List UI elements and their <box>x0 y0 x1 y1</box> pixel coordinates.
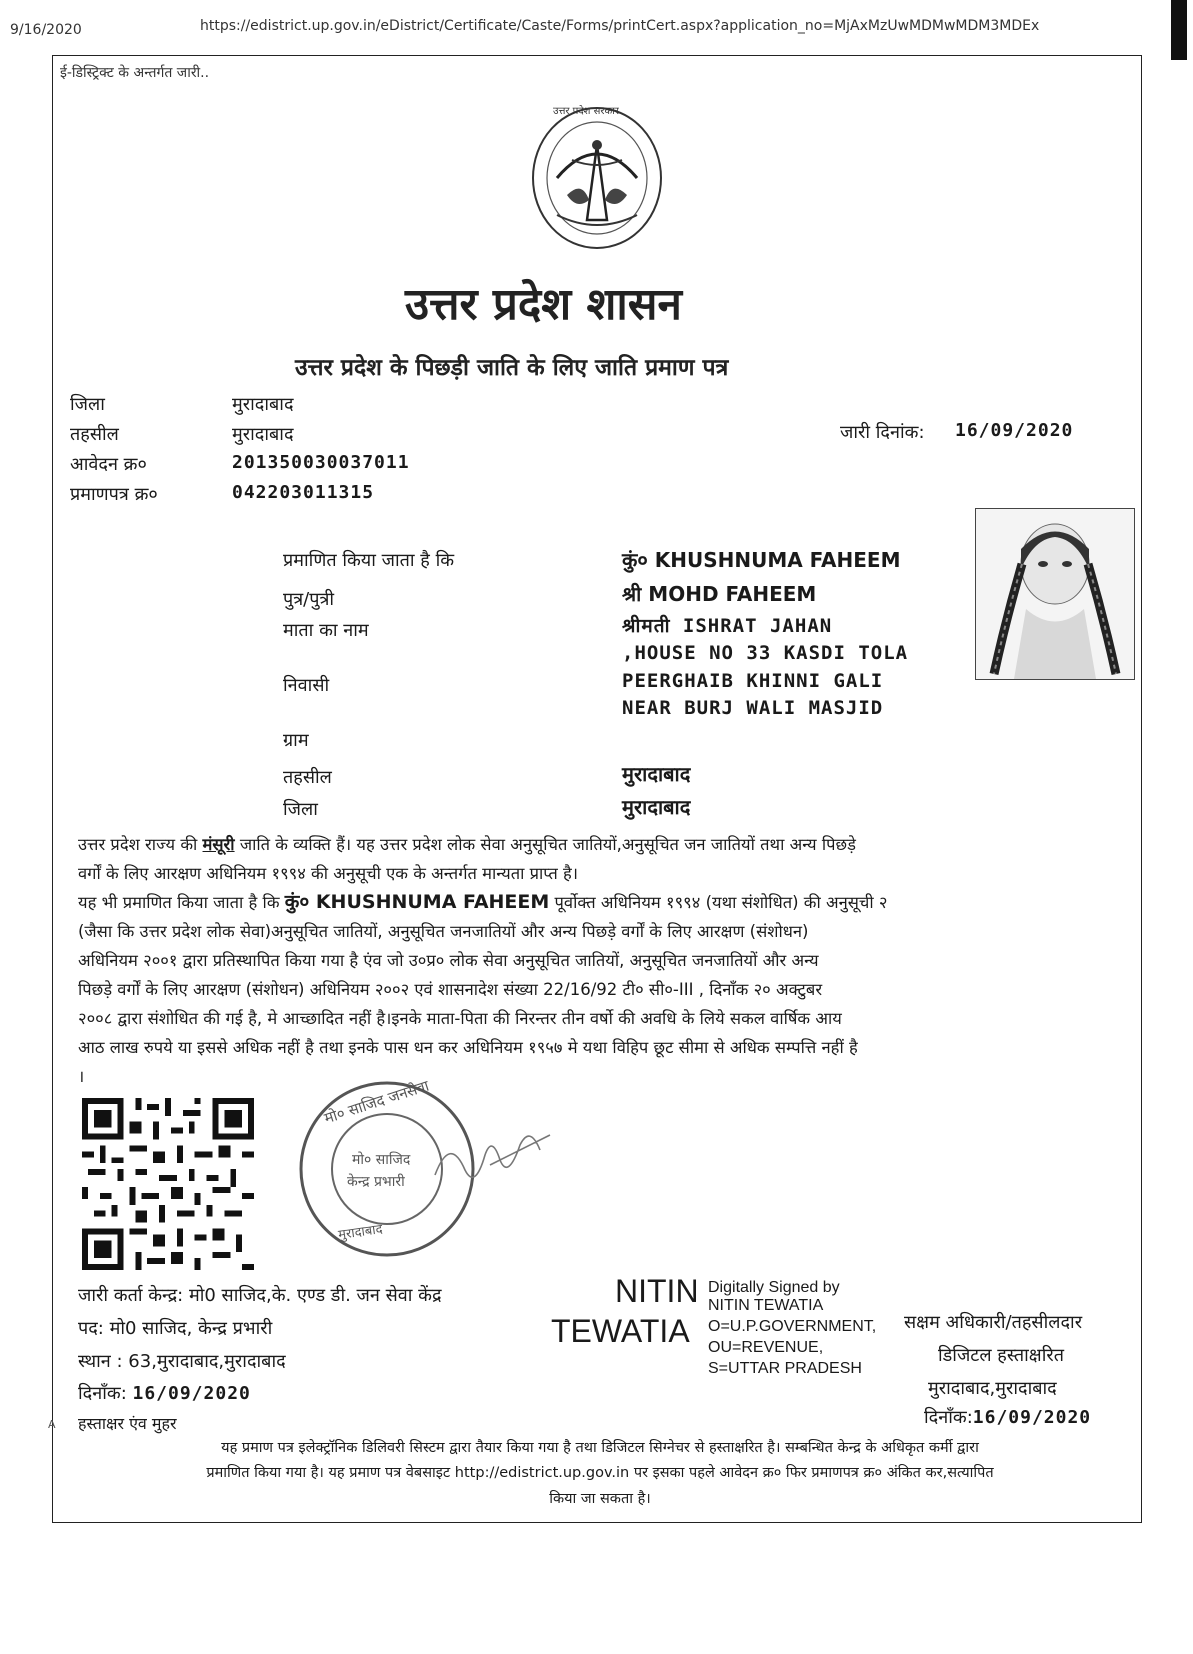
caste-paragraph-line-3 <box>78 888 1128 917</box>
digital-sign-detail-3: O=U.P.GOVERNMENT, <box>708 1318 877 1335</box>
caste-paragraph-line-6: पिछड़े वर्गों के लिए आरक्षण (संशोधन) अधिनियम २००२ एवं शासनादेश संख्या 22/16/92 टी० सी०-III , दिनॉंक २० अक्टुबर <box>78 980 823 999</box>
authority-date <box>924 1405 1091 1429</box>
print-url: https://edistrict.up.gov.in/eDistrict/Certificate/Caste/Forms/printCert.aspx?application_no=MjAxMzUwMDMwMDM3MDEx <box>200 18 1040 34</box>
person-district-value: मुरादाबाद <box>622 795 691 819</box>
issue-date-label: जारी दिनांक: <box>840 422 925 443</box>
mother-label: माता का नाम <box>283 620 369 641</box>
seal-inner-line-1: मो० साजिद <box>352 1152 411 1168</box>
address-line-3: NEAR BURJ WALI MASJID <box>622 697 884 719</box>
caste-paragraph-line-1 <box>78 830 1128 859</box>
footer-line-3: किया जा सकता है। <box>549 1491 651 1507</box>
photo-portrait-icon <box>976 509 1134 679</box>
authority-digital: डिजिटल हस्ताक्षरित <box>938 1345 1064 1366</box>
issuing-centre: जारी कर्ता केन्द्र: मो0 साजिद,के. एण्ड डी. जन सेवा केंद्र <box>78 1285 442 1306</box>
mother-name: श्रीमती ISHRAT JAHAN <box>622 615 833 637</box>
district-label: जिला <box>70 394 105 415</box>
application-number-label: आवेदन क्र० <box>70 454 147 475</box>
government-title: उत्तर प्रदेश शासन <box>405 279 682 330</box>
signature-scribble-icon <box>430 1115 560 1195</box>
seal-inner-line-2: केन्द्र प्रभारी <box>347 1174 405 1190</box>
footer-line-1: यह प्रमाण पत्र इलेक्ट्रॉनिक डिलिवरी सिस्टम द्वारा तैयार किया गया है तथा डिजिटल सिग्नेचर से हस्ताक्षरित है। सम्बन्धित केन्द्र के अधिकृत कर्मी द्वारा <box>221 1440 979 1456</box>
application-number-value: 201350030037011 <box>232 452 410 473</box>
seal-bottom-text: मुरादाबाद <box>337 1221 384 1244</box>
issuer-date-value: 16/09/2020 <box>132 1383 251 1404</box>
certify-label: प्रमाणित किया जाता है कि <box>283 550 455 571</box>
caste-name: मंसूरी <box>202 835 235 854</box>
scan-edge <box>1171 0 1187 60</box>
caste-paragraph-line-5: अधिनियम २००१ द्वारा प्रतिस्थापित किया गया है एंव जो उ०प्र० लोक सेवा अनुसूचित जातियों, अनुसूचित जनजातियों और अन्य <box>78 951 819 970</box>
person-name: कुं० KHUSHNUMA FAHEEM <box>622 548 901 572</box>
caste-paragraph-line-7: २००८ द्वारा संशोधित की गई है, मे आच्छादित नहीं है।इनके माता-पिता की निरन्तर तीन वर्षो की अवधि के लिये सकल वार्षिक आय <box>78 1009 842 1028</box>
line3-post: पूर्वोक्त अधिनियम १९९४ (यथा संशोधित) की अनुसूची २ <box>549 893 888 912</box>
authority-title: सक्षम अधिकारी/तहसीलदार <box>904 1312 1083 1333</box>
line1-post: जाति के व्यक्ति हैं। यह उत्तर प्रदेश लोक सेवा अनुसूचित जातियों,अनुसूचित जन जातियों तथा अन्य पिछड़े <box>234 835 856 854</box>
caste-paragraph-line-4: (जैसा कि उत्तर प्रदेश लोक सेवा)अनुसूचित जातियों, अनुसूचित जनजातियों और अन्य पिछड़े वर्गों के लिए आरक्षण (संशोधन) <box>78 922 809 941</box>
certificate-number-label: प्रमाणपत्र क्र० <box>70 484 158 505</box>
issue-date-value: 16/09/2020 <box>955 420 1074 441</box>
father-name: श्री MOHD FAHEEM <box>622 582 817 606</box>
line3-pre: यह भी प्रमाणित किया जाता है कि <box>78 893 285 912</box>
child-of-label: पुत्र/पुत्री <box>283 589 335 610</box>
caste-paragraph-line-8: आठ लाख रुपये या इससे अधिक नहीं है तथा इनके पास धन कर अधिनियम १९५७ मे यथा विहिप छूट सीमा से अधिक सम्पत्ति नहीं है <box>78 1038 858 1057</box>
signer-name-line-1: NITIN <box>615 1273 699 1309</box>
tehsil-label: तहसील <box>70 424 119 445</box>
seal-outer-text: मो० साजिद जनसेवा <box>321 1076 432 1128</box>
sign-and-seal-label: हस्ताक्षर एंव मुहर <box>78 1414 177 1433</box>
signer-name-line-2: TEWATIA <box>551 1313 690 1349</box>
resident-label: निवासी <box>283 675 330 696</box>
certificate-title: उत्तर प्रदेश के पिछड़ी जाति के लिए जाति प्रमाण पत्र <box>295 355 729 381</box>
authority-date-value: 16/09/2020 <box>972 1407 1092 1428</box>
applicant-photo <box>975 508 1135 680</box>
margin-mark: A <box>48 1418 56 1431</box>
digital-sign-detail-4: OU=REVENUE, <box>708 1339 824 1356</box>
issuer-post: पद: मो0 साजिद, केन्द्र प्रभारी <box>78 1318 273 1339</box>
emblem-text: उत्तर प्रदेश सरकार <box>553 106 619 117</box>
digital-sign-detail-5: S=UTTAR PRADESH <box>708 1360 862 1377</box>
address-line-2: PEERGHAIB KHINNI GALI <box>622 670 884 692</box>
line1-pre: उत्तर प्रदेश राज्य की <box>78 835 203 854</box>
issuer-date <box>78 1381 251 1405</box>
issuer-date-label: दिनॉंक: <box>78 1383 127 1404</box>
person-district-label: जिला <box>283 799 318 820</box>
person-tehsil-value: मुरादाबाद <box>622 762 691 786</box>
digital-sign-detail-2: NITIN TEWATIA <box>708 1297 824 1314</box>
caste-paragraph-line-2: वर्गों के लिए आरक्षण अधिनियम १९९४ की अनुसूची एक के अन्तर्गत मान्यता प्राप्त है। <box>78 864 579 883</box>
certificate-number-value: 042203011315 <box>232 482 375 503</box>
print-date: 9/16/2020 <box>10 22 82 38</box>
issuer-place: स्थान : 63,मुरादाबाद,मुरादाबाद <box>78 1351 286 1372</box>
authority-place: मुरादाबाद,मुरादाबाद <box>928 1378 1057 1399</box>
digital-sign-detail-1: Digitally Signed by <box>708 1279 840 1296</box>
caste-paragraph-line-9: । <box>78 1067 85 1086</box>
line3-name: कुं० KHUSHNUMA FAHEEM <box>284 891 550 913</box>
authority-date-label: दिनॉंक: <box>924 1407 973 1428</box>
issued-under-note: ई-डिस्ट्रिक्ट के अन्तर्गत जारी.. <box>60 65 210 81</box>
tehsil-value: मुरादाबाद <box>232 424 294 445</box>
village-label: ग्राम <box>283 730 309 751</box>
person-tehsil-label: तहसील <box>283 767 332 788</box>
qr-code-icon <box>82 1098 254 1270</box>
up-emblem-icon <box>527 100 667 250</box>
district-value: मुरादाबाद <box>232 394 294 415</box>
address-line-1: ,HOUSE NO 33 KASDI TOLA <box>622 642 909 664</box>
footer-line-2: प्रमाणित किया गया है। यह प्रमाण पत्र वेबसाइट http://edistrict.up.gov.in पर इसका पहले आवेदन क्र० फिर प्रमाणपत्र क्र० अंकित कर,सत्यापित <box>206 1465 994 1481</box>
